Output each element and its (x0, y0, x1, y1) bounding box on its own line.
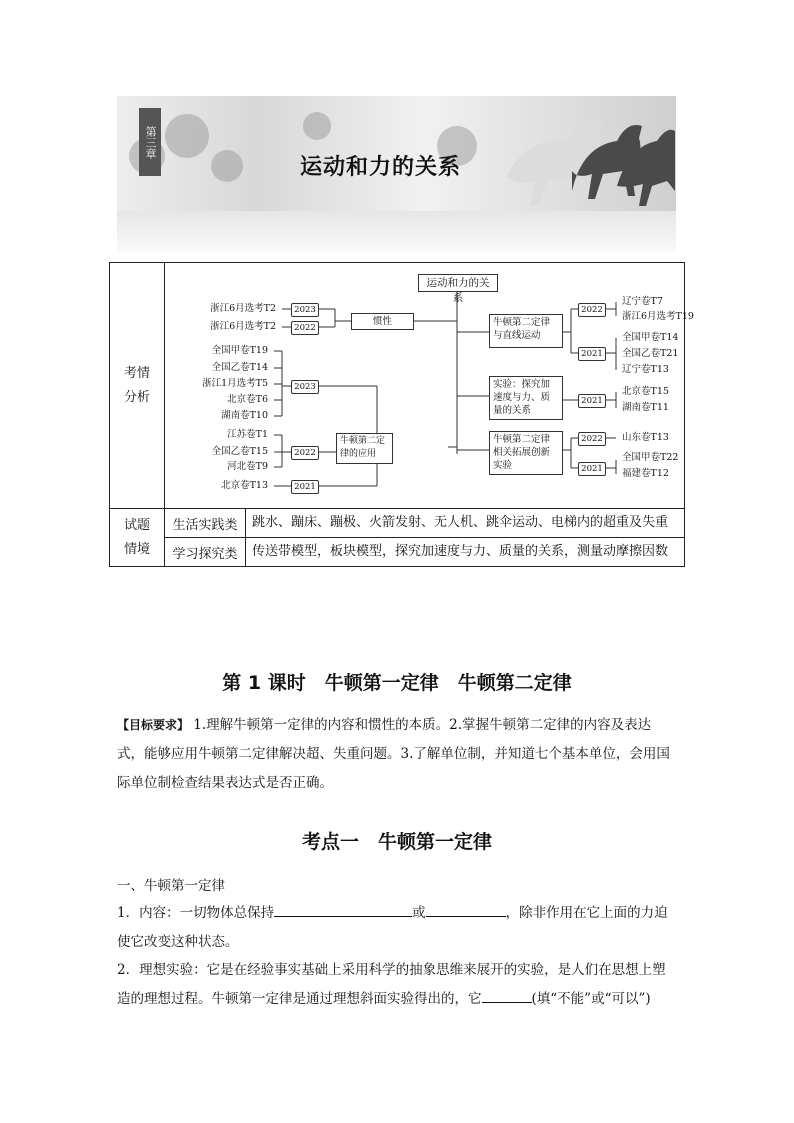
mindmap (166, 264, 694, 507)
right-item: 辽宁卷T7 (622, 296, 663, 307)
scenario-label-text: 试题情境 (123, 517, 150, 557)
left-item: 全国乙卷T14 (211, 362, 268, 373)
exam-info-table (109, 262, 694, 567)
right-item: 浙江6月选考T19 (622, 311, 694, 322)
lesson-title: 第 1 课时 牛顿第一定律 牛顿第二定律 (222, 672, 572, 694)
section-title: 考点一 牛顿第一定律 (301, 831, 492, 853)
left-year: 2021 (291, 480, 319, 494)
left-item: 浙江6月选考T2 (210, 303, 276, 314)
right-item: 全国乙卷T21 (622, 348, 679, 359)
left-item: 浙江6月选考T2 (210, 321, 276, 332)
right-item: 山东卷T13 (622, 432, 669, 443)
left-item: 北京卷T13 (221, 480, 268, 491)
banner-shadow (117, 211, 676, 253)
analysis-label-text: 考情分析 (123, 365, 150, 405)
mindmap-newton2-app: 牛顿第二定律的应用 (336, 433, 393, 464)
p1-text-c: ，除非作用在它上面的力迫使它改变这种状态。 (117, 905, 668, 950)
mindmap-inertia: 惯性 (351, 313, 414, 330)
right-year: 2022 (578, 432, 606, 446)
heading-1: 一、牛顿第一定律 (117, 878, 225, 894)
left-item: 北京卷T6 (227, 394, 268, 405)
analysis-label (110, 263, 165, 509)
left-year: 2022 (291, 446, 319, 460)
goal-paragraph (117, 711, 677, 798)
category-life: 生活实践类 (165, 509, 246, 538)
left-year: 2022 (291, 321, 319, 335)
chapter-title: 运动和力的关系 (300, 155, 462, 180)
left-item: 全国乙卷T15 (211, 446, 268, 457)
left-year: 2023 (291, 380, 319, 394)
p2-text-b: (填“不能”或“可以”) (531, 991, 651, 1007)
right-item: 福建卷T12 (622, 468, 669, 479)
mindmap-root: 运动和力的关系 (418, 274, 498, 292)
p1-text-b: 或 (412, 905, 426, 921)
mindmap-experiment: 实验：探究加速度与力、质量的关系 (489, 376, 563, 420)
left-year: 2023 (291, 303, 319, 317)
right-year: 2021 (578, 394, 606, 408)
right-year: 2021 (578, 347, 606, 361)
right-year: 2022 (578, 303, 606, 317)
description-study: 传送带模型，板块模型，探究加速度与力、质量的关系，测量动摩擦因数 (246, 538, 685, 567)
right-year: 2021 (578, 462, 606, 476)
p2-text-a: 2．理想实验：它是在经验事实基础上采用科学的抽象思维来展开的实验，是人们在思想上塑造的理想过程。牛顿第一定律是通过理想斜面实验得出的，它 (117, 962, 666, 1007)
paragraph-1 (117, 899, 677, 957)
scenario-label (110, 509, 165, 567)
chapter-label: 第三章 (139, 108, 161, 176)
left-item: 浙江1月选考T5 (202, 378, 268, 389)
right-item: 全国甲卷T14 (622, 332, 679, 343)
p1-text-a: 1．内容：一切物体总保持 (117, 905, 275, 921)
mindmap-cell (165, 263, 694, 509)
description-life: 跳水、蹦床、蹦极、火箭发射、无人机、跳伞运动、电梯内的超重及失重 (246, 509, 685, 538)
right-item: 湖南卷T11 (622, 402, 669, 413)
left-item: 湖南卷T10 (221, 410, 268, 421)
left-item: 河北卷T9 (227, 461, 268, 472)
left-item: 江苏卷T1 (227, 429, 268, 440)
mindmap-n2-extend: 牛顿第二定律相关拓展创新实验 (489, 431, 563, 475)
paragraph-2 (117, 956, 677, 1014)
goal-text: 1.理解牛顿第一定律的内容和惯性的本质。2.掌握牛顿第二定律的内容及表达式，能够应用牛顿第二定律解决超、失重问题。3.了解单位制，并知道七个基本单位，会用国际单位制检查结果表达式是否正确。 (117, 717, 670, 791)
right-item: 辽宁卷T13 (622, 364, 669, 375)
blank-1[interactable] (274, 902, 412, 917)
left-item: 全国甲卷T19 (211, 345, 268, 356)
goal-label: 【目标要求】 (117, 718, 190, 732)
blank-2[interactable] (426, 902, 506, 917)
mindmap-n2-line: 牛顿第二定律与直线运动 (489, 314, 563, 348)
category-study: 学习探究类 (165, 538, 246, 567)
blank-3[interactable] (482, 988, 532, 1003)
right-item: 全国甲卷T22 (622, 452, 679, 463)
right-item: 北京卷T15 (622, 386, 669, 397)
